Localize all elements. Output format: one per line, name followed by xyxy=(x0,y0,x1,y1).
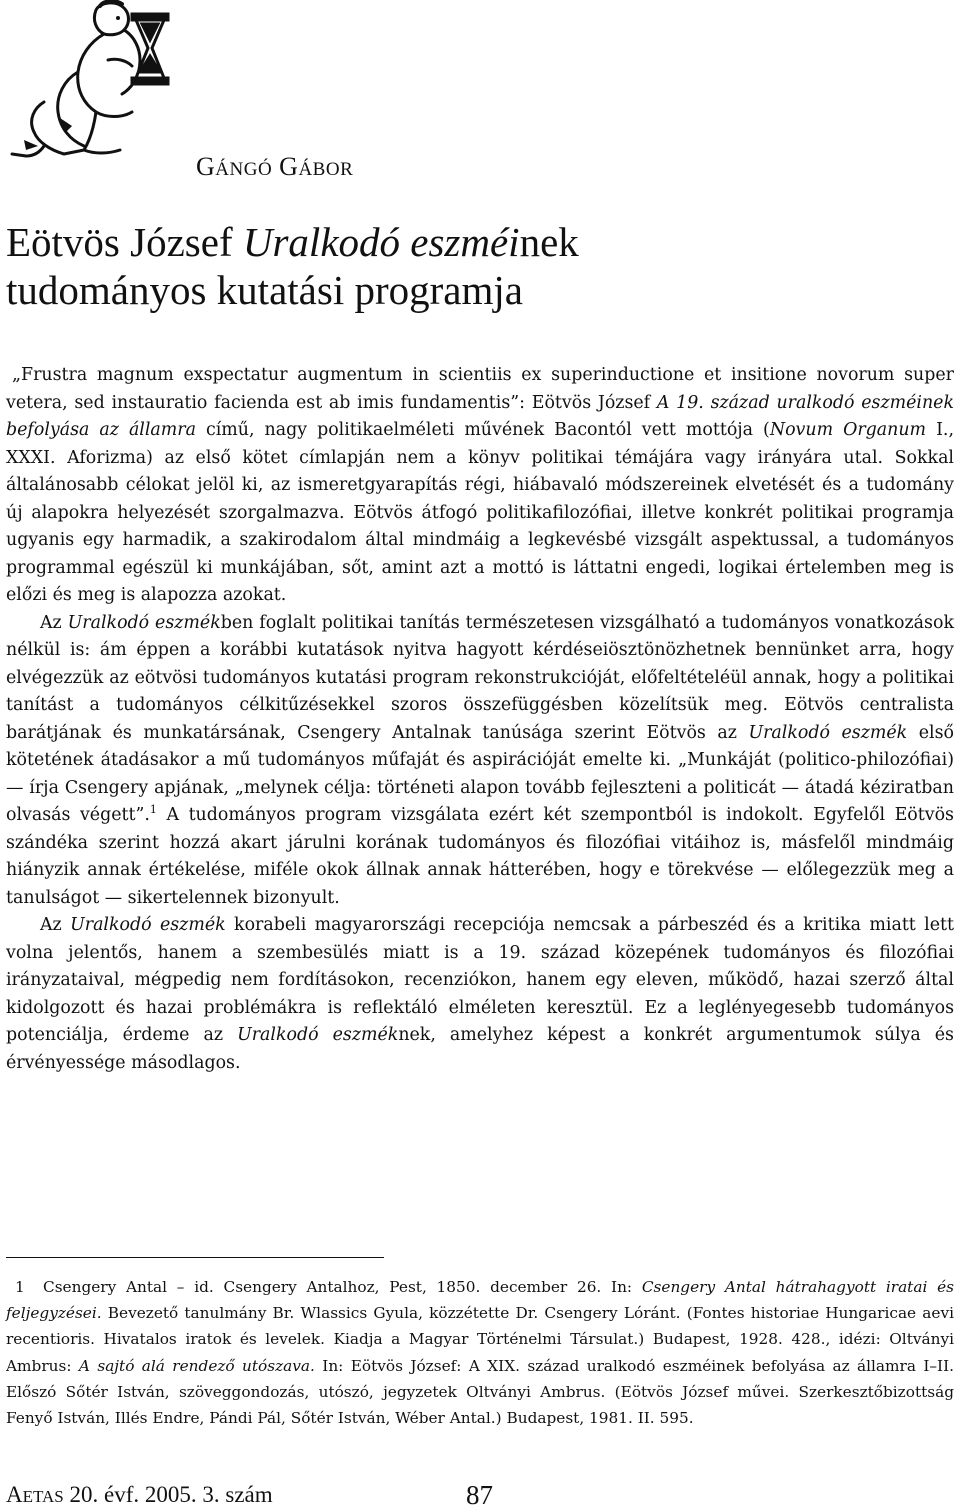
footnote-divider xyxy=(6,1257,384,1258)
article-title xyxy=(6,218,946,314)
page-number: 87 xyxy=(466,1480,493,1510)
paragraph-1: „Frustra magnum exspectatur augmentum in scientiis ex superinductione et insitione novorum super vetera, sed instauratio facienda est ab imis fundamentis”: Eötvös József A 19. század uralkodó eszméinek befolyása az államra című, nagy politikaelméleti művének Bacontól vett mottója (Novum Organum I., XXXI. Aforizma) az első kötet címlapján nem a könyv politikai témájára vagy irányára utal. Sokkal általánosabb célokat jelöl ki, az ismeretgyarapítás régi, hiábavaló módszereinek elvetését és a tudomány új alapokra helyezését szorgalmazva. Eötvös átfogó politikafilozófiai, illetve konkrét politikai programja ugyanis egy harmadik, a szakirodalom által mindmáig a legkevésbé vizsgált aspektussal, a tudományos programmal egészül ki munkájában, sőt, amint azt a mottó is láttatni engedi, logikai értelemben meg is előzi és meg is alapozza azokat. xyxy=(6,365,954,605)
paragraph-2: Az Uralkodó eszmékben foglalt politikai tanítás természetesen vizsgálható a tudományos vonatkozások nélkül is: ám éppen a korábbi kutatások nyitva hagyott kérdéseiösztönözhetnek bennünket arra, hogy elvégezzük az eötvösi tudományos kutatási program rekonstrukcióját, előfeltételéül annak, hogy a politikai tanítást a tudományos célkitűzésekkel szoros összefüggésben közelítsük meg. Eötvös centralista barátjának és munkatársának, Csengery Antalnak tanúsága szerint Eötvös az Uralkodó eszmék első kötetének átadásakor a mű tudományos műfaját és aspirációját emelte ki. „Munkáját (politico-philozófiai) — írja Csengery apjának, „melynek célja: történeti alapon tovább fejleszteni a politicát — átadá kéziratban olvasás végett”.$^1$ A tudományos program vizsgálata ezért két szempontból is indokolt. Egyfelől Eötvös szándéka szerint hozzá akart járulni korának tudományos és filozófiai vitáihoz is, másfelől mindmáig hiányzik annak értékelése, miféle okok állnak annak hátterében, hogy e törekvése — előlegezzük meg a tanulságot — sikertelennek bizonyult. xyxy=(6,612,954,908)
footnote-number: 1 xyxy=(15,1278,25,1296)
title-line-1: Eötvös József Uralkodó eszméinek xyxy=(6,219,579,265)
page-footer xyxy=(6,1480,946,1508)
footnote-1: 1 Csengery Antal – id. Csengery Antalhoz, Pest, 1850. december 26. In: Csengery Antal hátrahagyott iratai és feljegyzései. Bevezető tanulmány Br. Wlassics Gyula, közzétette Dr. Csengery Lóránt. (Fontes historiae Hungaricae aevi recentioris. Hivatalos iratok és levelek. Kiadja a Magyar Történelmi Társulat.) Budapest, 1928. 428., idézi: Oltványi Ambrus: A sajtó alá rendező utószava. In: Eötvös József: A XIX. század uralkodó eszméinek befolyása az államra I–II. Előszó Sőtér István, szöveggondozás, utószó, jegyzetek Oltványi Ambrus. (Eötvös József művei. Szerkesztőbizottság Fenyő István, Illés Endre, Pándi Pál, Sőtér István, Wéber Antal.) Budapest, 1981. II. 595. xyxy=(6,1274,954,1431)
man-with-hourglass-logo-icon xyxy=(4,0,200,160)
article-body xyxy=(6,362,954,1077)
journal-citation: AETAS 20. évf. 2005. 3. szám xyxy=(6,1482,273,1507)
title-line-2: tudományos kutatási programja xyxy=(6,267,523,313)
footnote-reference[interactable]: 1 xyxy=(149,803,157,816)
paragraph-3: Az Uralkodó eszmék korabeli magyarországi recepciója nemcsak a párbeszéd és a kritika miatt lett volna jelentős, hanem a szembesülés miatt is a 19. század közepének tudományos és filozófiai irányzataival, mégpedig nem fordításokon, recenziókon, hanem egy eleven, működő, hazai szerző által kidolgozott és hazai problémákra is reflektáló elméleten keresztül. Ez a leglényegesebb tudományos potenciálja, érdeme az Uralkodó eszméknek, amelyhez képest a konkrét argumentumok súlya és érvényessége másodlagos. xyxy=(6,915,954,1073)
author-name: GÁNGÓ GÁBOR xyxy=(196,152,354,181)
